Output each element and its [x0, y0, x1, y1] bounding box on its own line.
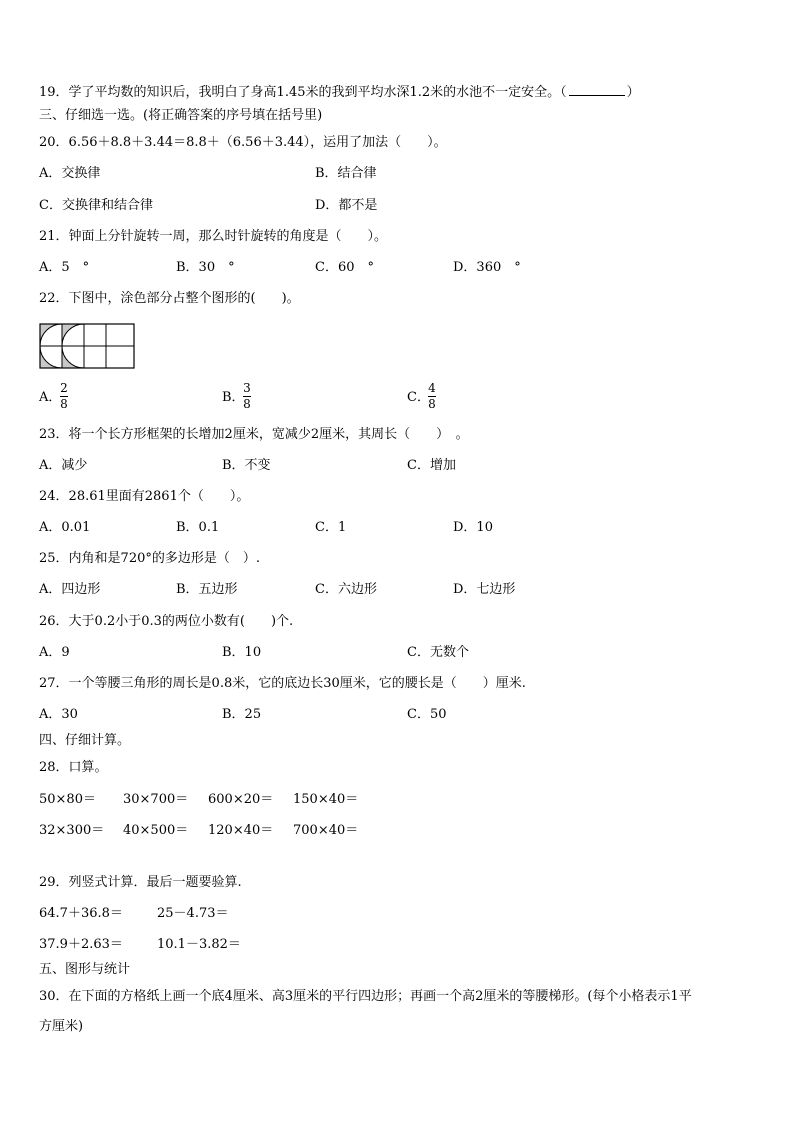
question-19: 19．学了平均数的知识后，我明白了身高1.45米的我到平均水深1.2米的水池不一定安全。（ ）	[39, 85, 640, 100]
q27-option-b: B．25	[222, 707, 262, 722]
q25-option-b: B．五边形	[176, 582, 238, 597]
q29-calc: 64.7＋36.8＝	[39, 906, 123, 921]
shaded-grid-figure	[39, 323, 135, 369]
q22-fraction-c: 4 8	[428, 381, 436, 411]
q23-option-c: C．增加	[407, 458, 456, 473]
q27-option-a: A．30	[39, 707, 78, 722]
q22-fraction-b: 3 8	[243, 381, 251, 411]
answer-blank[interactable]	[569, 83, 625, 96]
q28-calc: 120×40＝	[208, 823, 274, 838]
q29-calc: 25－4.73＝	[157, 906, 229, 921]
question-30: 30．在下面的方格纸上画一个底4厘米、高3厘米的平行四边形；再画一个高2厘米的等腰梯形。(每个小格表示1平	[39, 989, 692, 1004]
q28-calc: 150×40＝	[293, 792, 359, 807]
q21-option-c: C．60 °	[315, 260, 374, 275]
section-4-heading: 四、仔细计算。	[39, 733, 131, 748]
question-22: 22．下图中，涂色部分占整个图形的( )。	[39, 291, 300, 306]
q22-option-a: A．	[39, 390, 62, 405]
q25-option-a: A．四边形	[39, 582, 101, 597]
q25-option-d: D．七边形	[453, 582, 516, 597]
question-20: 20．6.56＋8.8＋3.44＝8.8＋（6.56＋3.44），运用了加法（ ）。	[39, 135, 447, 150]
question-24: 24．28.61里面有2861个（ ）。	[39, 489, 250, 504]
section-5-heading: 五、图形与统计	[39, 962, 131, 977]
q22-option-b: B．	[222, 390, 245, 405]
question-29: 29．列竖式计算．最后一题要验算.	[39, 875, 242, 890]
q26-option-c: C．无数个	[407, 645, 469, 660]
q29-calc: 10.1－3.82＝	[157, 937, 241, 952]
q23-option-a: A．减少	[39, 458, 88, 473]
q24-option-d: D．10	[453, 520, 493, 535]
question-21: 21．钟面上分针旋转一周，那么时针旋转的角度是（ ）。	[39, 229, 388, 244]
q26-option-a: A．9	[39, 645, 70, 660]
q24-option-a: A．0.01	[39, 520, 91, 535]
section-3-heading: 三、仔细选一选。(将正确答案的序号填在括号里)	[39, 108, 323, 123]
q28-calc: 50×80＝	[39, 792, 96, 807]
q20-option-c: C．交换律和结合律	[39, 198, 153, 213]
q20-option-a: A．交换律	[39, 166, 101, 181]
question-26: 26．大于0.2小于0.3的两位小数有( )个.	[39, 614, 294, 629]
q29-calc: 37.9＋2.63＝	[39, 937, 123, 952]
q20-option-d: D．都不是	[315, 198, 378, 213]
q28-calc: 32×300＝	[39, 823, 105, 838]
q24-option-b: B．0.1	[176, 520, 220, 535]
question-25: 25．内角和是720°的多边形是（ ）.	[39, 551, 260, 566]
q26-option-b: B．10	[222, 645, 262, 660]
q22-option-c: C．	[407, 390, 430, 405]
q23-option-b: B．不变	[222, 458, 271, 473]
question-23: 23．将一个长方形框架的长增加2厘米，宽减少2厘米，其周长（ ） 。	[39, 427, 469, 442]
q25-option-c: C．六边形	[315, 582, 377, 597]
q28-calc: 600×20＝	[208, 792, 274, 807]
q28-calc: 700×40＝	[293, 823, 359, 838]
q21-option-b: B．30 °	[176, 260, 235, 275]
q27-option-c: C．50	[407, 707, 447, 722]
q28-calc: 30×700＝	[123, 792, 189, 807]
q21-option-d: D．360 °	[453, 260, 521, 275]
q21-option-a: A．5 °	[39, 260, 90, 275]
q22-fraction-a: 2 8	[60, 381, 68, 411]
question-28: 28．口算。	[39, 760, 108, 775]
q28-calc: 40×500＝	[123, 823, 189, 838]
q20-option-b: B．结合律	[315, 166, 377, 181]
question-30-continued: 方厘米)	[39, 1019, 84, 1034]
q24-option-c: C．1	[315, 520, 347, 535]
question-27: 27．一个等腰三角形的周长是0.8米，它的底边长30厘米，它的腰长是（ ）厘米.	[39, 676, 526, 691]
